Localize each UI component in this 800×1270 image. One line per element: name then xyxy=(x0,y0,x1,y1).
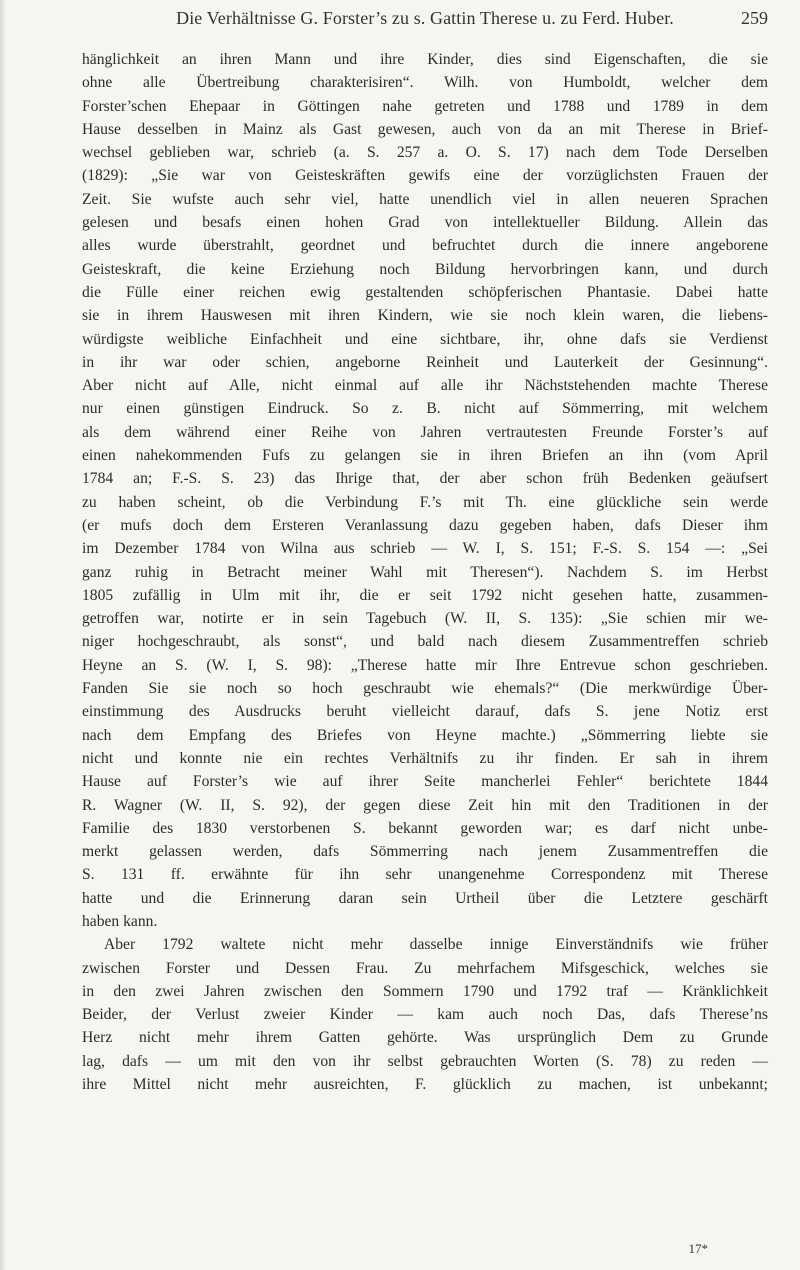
text-line: 1805 zufällig in Ulm mit ihr, die er seit 1792 nicht gesehen hatte, zusammen- xyxy=(82,586,768,604)
printer-signature-mark: 17* xyxy=(688,1241,708,1256)
text-line: alles wurde überstrahlt, geordnet und befruchtet durch die innere angeborene xyxy=(82,237,768,255)
text-line: getroffen war, notirte er in sein Tagebuch (W. II, S. 135): „Sie schien mir we- xyxy=(82,610,768,628)
text-line: in den zwei Jahren zwischen den Sommern 1790 und 1792 traf — Kränklichkeit xyxy=(82,982,768,1000)
text-line: S. 131 ff. erwähnte für ihn sehr unangenehme Correspondenz mit Therese xyxy=(82,866,768,884)
text-line: Geisteskraft, die keine Erziehung noch Bildung hervorbringen kann, und durch xyxy=(82,260,768,278)
text-line: hatte und die Erinnerung daran sein Urtheil über die Letztere geschärft xyxy=(82,889,768,907)
text-line: Hause auf Forster’s wie auf ihrer Seite mancherlei Fehler“ berichtete 1844 xyxy=(82,773,768,791)
text-line: Aber nicht auf Alle, nicht einmal auf alle ihr Nächststehenden machte Therese xyxy=(82,377,768,395)
text-line: einstimmung des Ausdrucks beruht vielleicht darauf, dafs S. jene Notiz erst xyxy=(82,703,768,721)
text-line: Zeit. Sie wufste auch sehr viel, hatte unendlich viel in allen neueren Sprachen xyxy=(82,190,768,208)
text-line: zu haben scheint, ob die Verbindung F.’s mit Th. eine glückliche sein werde xyxy=(82,493,768,511)
text-line: Familie des 1830 verstorbenen S. bekannt geworden war; es darf nicht unbe- xyxy=(82,819,768,837)
page-number: 259 xyxy=(741,8,768,28)
text-line: nach dem Empfang des Briefes von Heyne machte.) „Sömmerring liebte sie xyxy=(82,726,768,744)
text-line: wechsel geblieben war, schrieb (a. S. 257 a. O. S. 17) nach dem Tode Derselben xyxy=(82,144,768,162)
text-line: lag, dafs — um mit den von ihr selbst gebrauchten Worten (S. 78) zu reden — xyxy=(82,1052,768,1070)
running-head-title: Die Verhältnisse G. Forster’s zu s. Gattin Therese u. zu Ferd. Huber. xyxy=(176,8,674,28)
text-line: merkt gelassen werden, dafs Sömmerring nach jenem Zusammentreffen die xyxy=(82,843,768,861)
text-line: ihre Mittel nicht mehr ausreichten, F. glücklich zu machen, ist unbekannt; xyxy=(82,1076,768,1094)
text-line: ohne alle Übertreibung charakterisiren“. Wilh. von Humboldt, welcher dem xyxy=(82,74,768,92)
text-line: (er mufs doch dem Ersteren Veranlassung dazu gegeben haben, dafs Dieser ihm xyxy=(82,516,768,534)
text-line: in ihr war oder schien, angeborne Reinheit und Lauterkeit der Gesinnung“. xyxy=(82,353,768,371)
text-line: R. Wagner (W. II, S. 92), der gegen diese Zeit hin mit den Traditionen in der xyxy=(82,796,768,814)
text-line: Beider, der Verlust zweier Kinder — kam auch noch Das, dafs Therese’ns xyxy=(82,1006,768,1024)
text-line: als dem während einer Reihe von Jahren vertrautesten Freunde Forster’s auf xyxy=(82,423,768,441)
text-line: nur einen günstigen Eindruck. So z. B. nicht auf Sömmerring, mit welchem xyxy=(82,400,768,418)
text-line: ganz ruhig in Betracht meiner Wahl mit Theresen“). Nachdem S. im Herbst xyxy=(82,563,768,581)
text-line: Fanden Sie sie noch so hoch geschraubt wie ehemals?“ (Die merkwürdige Über- xyxy=(82,680,768,698)
text-line: hänglichkeit an ihren Mann und ihre Kinder, dies sind Eigenschaften, die sie xyxy=(82,51,768,68)
text-line: Hause desselben in Mainz als Gast gewesen, auch von da an mit Therese in Brief- xyxy=(82,120,768,138)
text-line: niger hochgeschraubt, als sonst“, und bald nach diesem Zusammentreffen schrieb xyxy=(82,633,768,651)
text-line: einen nahekommenden Fufs zu gelangen sie in ihren Briefen an ihn (vom April xyxy=(82,447,768,465)
running-head xyxy=(82,8,768,34)
text-line: Herz nicht mehr ihrem Gatten gehörte. Was ursprünglich Dem zu Grunde xyxy=(82,1029,768,1047)
text-line: Aber 1792 waltete nicht mehr dasselbe innige Einverständnifs wie früher xyxy=(104,936,768,954)
text-line: nicht und konnte nie ein rechtes Verhältnifs zu ihr finden. Er sah in ihrem xyxy=(82,749,768,767)
text-line: würdigste weibliche Einfachheit und eine sichtbare, ihr, ohne dafs sie Verdienst xyxy=(82,330,768,348)
page-gutter-edge xyxy=(0,0,6,1270)
text-line: sie in ihrem Hauswesen mit ihren Kindern, wie sie noch klein waren, die liebens- xyxy=(82,307,768,325)
text-line: gelesen und besafs einen hohen Grad von intellektueller Bildung. Allein das xyxy=(82,214,768,232)
text-line: zwischen Forster und Dessen Frau. Zu mehrfachem Mifsgeschick, welches sie xyxy=(82,959,768,977)
text-line: 1784 an; F.-S. S. 23) das Ihrige that, der aber schon früh Bedenken geäufsert xyxy=(82,470,768,488)
text-line: die Fülle einer reichen ewig gestaltenden schöpferischen Phantasie. Dabei hatte xyxy=(82,283,768,301)
text-line: Forster’schen Ehepaar in Göttingen nahe getreten und 1788 und 1789 in dem xyxy=(82,97,768,115)
text-line: Heyne an S. (W. I, S. 98): „Therese hatte mir Ihre Entrevue schon geschrieben. xyxy=(82,656,768,674)
text-line: haben kann. xyxy=(82,912,158,930)
body-text xyxy=(82,48,768,1096)
text-line: (1829): „Sie war von Geisteskräften gewifs eine der vorzüglichsten Frauen der xyxy=(82,167,768,185)
text-line: im Dezember 1784 von Wilna aus schrieb — W. I, S. 151; F.-S. S. 154 —: „Sei xyxy=(82,540,768,558)
